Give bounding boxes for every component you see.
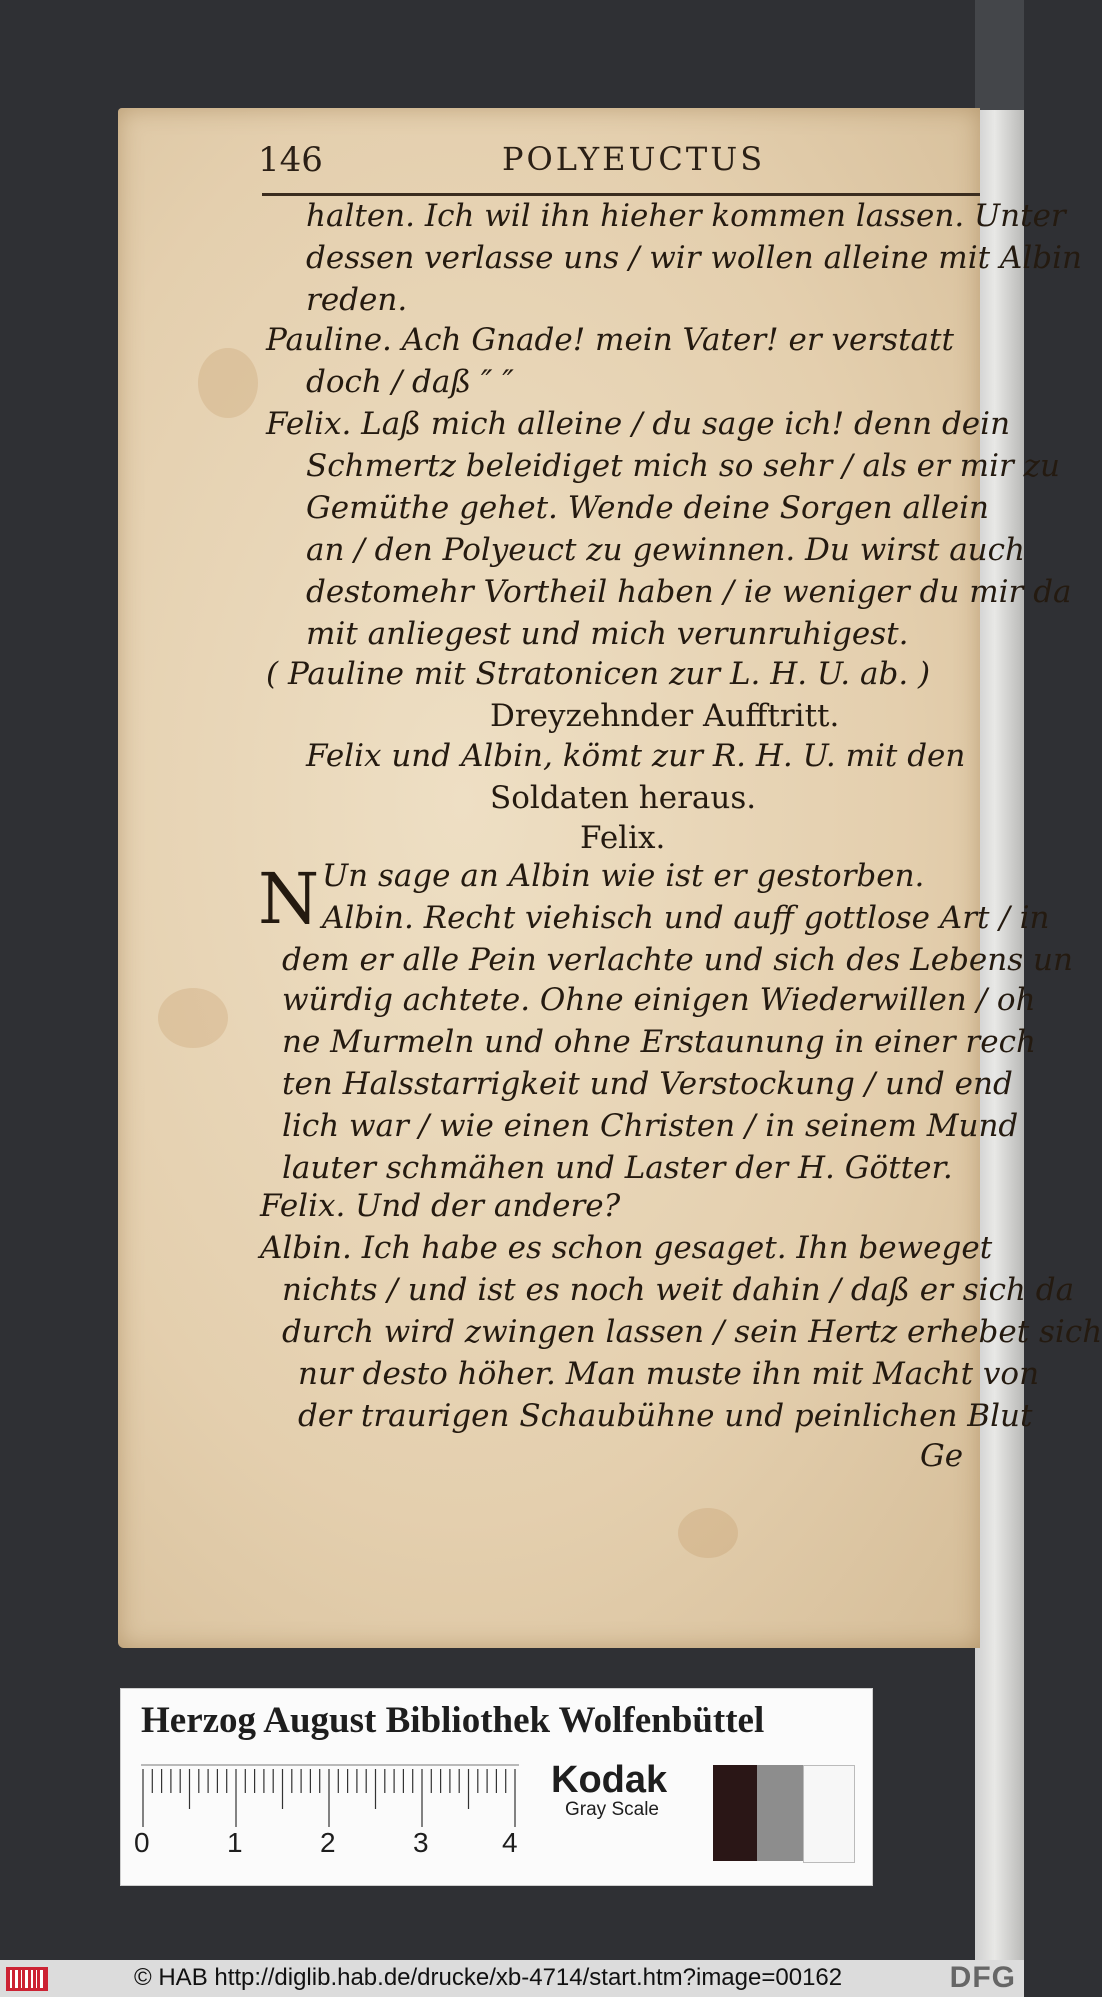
ruler-label: 1 [227,1827,243,1858]
text-line: dem er alle Pein verlachte und sich des Lebens un [282,942,1073,978]
page-number: 146 [258,140,323,180]
text-line: ten Halsstarrigkeit und Verstockung / und end [282,1066,1013,1102]
ruler-label: 2 [320,1827,336,1858]
text-line: ( Pauline mit Stratonicen zur L. H. U. ab. ) [266,656,931,692]
text-line: der traurigen Schaubühne und peinlichen Blut [298,1398,1033,1434]
ruler-label: 3 [413,1827,429,1858]
swatch-white [803,1765,855,1863]
text-line: ne Murmeln und ohne Erstaunung in einer rech [282,1024,1036,1060]
measuring-ruler [141,1765,519,1827]
kodak-brand: Kodak [551,1759,668,1801]
gray-scale-caption: Gray Scale [565,1799,659,1820]
text-line: lich war / wie einen Christen / in seinem Mund [282,1108,1019,1144]
text-line: nur desto höher. Man muste ihn mit Macht von [298,1356,1040,1392]
text-line: an / den Polyeuct zu gewinnen. Du wirst auch [306,532,1025,568]
text-line: nichts / und ist es noch weit dahin / daß er sich da [282,1272,1075,1308]
reference-card [120,1688,873,1886]
text-line: durch wird zwingen lassen / sein Hertz erhebet sich [282,1314,1102,1350]
footer-bar [0,1960,1024,1997]
text-line: doch / daß ″ ″ [306,364,514,400]
swatch-black [713,1765,757,1861]
text-line: Felix. Laß mich alleine / du sage ich! denn dein [266,406,1011,442]
text-line: reden. [306,282,408,318]
text-line: Albin. Recht viehisch und auff gottlose Art / in [322,900,1050,936]
copyright-url[interactable]: © HAB http://diglib.hab.de/drucke/xb-4714/start.htm?image=00162 [134,1964,843,1991]
text-line: Felix. Und der andere? [260,1188,621,1224]
running-title: POLYEUCTUS [502,140,766,178]
text-line: Dreyzehnder Aufftritt. [490,698,840,734]
ruler-label: 4 [502,1827,518,1858]
text-line: mit anliegest und mich verunruhigest. [306,616,909,652]
text-line: Felix. [580,820,666,856]
text-line: Schmertz beleidiget mich so sehr / als er mir zu [306,448,1060,484]
ruler-label: 0 [134,1827,150,1858]
text-line: Pauline. Ach Gnade! mein Vater! er verstatt [266,322,954,358]
text-line: halten. Ich wil ihn hieher kommen lassen. Unter [306,198,1066,234]
library-name: Herzog August Bibliothek Wolfenbüttel [141,1700,765,1741]
swatch-gray [757,1765,803,1861]
text-line: Felix und Albin, kömt zur R. H. U. mit den [306,738,966,774]
text-line: destomehr Vortheil haben / ie weniger du mir da [306,574,1072,610]
text-line: Gemüthe gehet. Wende deine Sorgen allein [306,490,989,526]
text-line: Ge [920,1438,964,1474]
barcode-icon [6,1967,48,1991]
drop-initial: N [258,858,320,940]
text-line: würdig achtete. Ohne einigen Wiederwillen / oh [282,982,1036,1018]
text-line: Soldaten heraus. [490,780,757,816]
text-line: Albin. Ich habe es schon gesaget. Ihn beweget [260,1230,993,1266]
text-line: dessen verlasse uns / wir wollen alleine mit Albin [306,240,1082,276]
text-line: lauter schmähen und Laster der H. Götter. [282,1150,953,1186]
dfg-logo: DFG [949,1961,1016,1994]
text-line: Un sage an Albin wie ist er gestorben. [322,858,925,894]
